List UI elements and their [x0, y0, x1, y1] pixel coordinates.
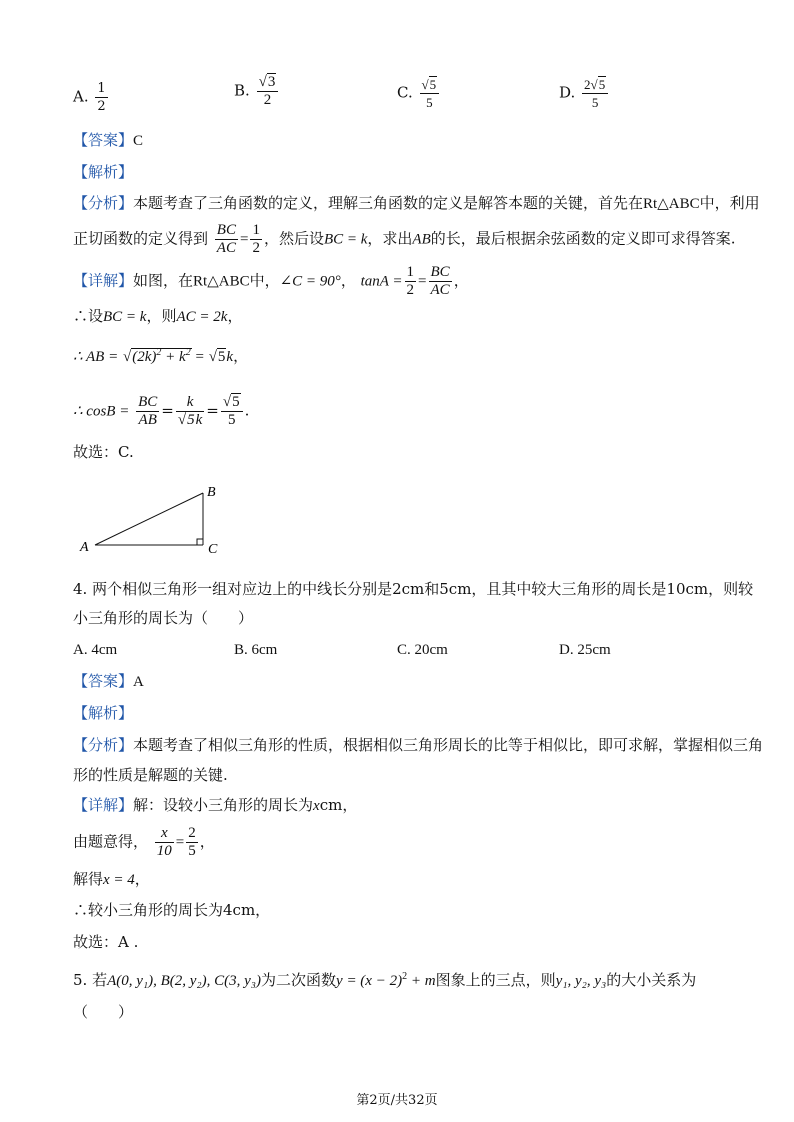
- page-footer: 第2页/共32页: [356, 1093, 438, 1108]
- q3-option-b: B. $\frac{√3}{2}$: [234, 74, 280, 109]
- q3-xiangjie-line1: 【详解】如图，在Rt△ABC中，∠C = 90°， tanA = $\frac{1}{2}$ = $\frac{BC}{AC}$ ，: [73, 264, 469, 298]
- q4-question-line2: 小三角形的周长为（ ）: [73, 609, 254, 627]
- q3-option-d: D. $\frac{2√5}{5}$: [559, 76, 610, 111]
- q4-xiangjie-line3: 解得x = 4，: [73, 870, 150, 888]
- q3-fenxi-line1: 【分析】本题考查了三角函数的定义，理解三角函数的定义是解答本题的关键，首先在Rt△ABC中，利用: [73, 194, 760, 212]
- q4-option-c: C. 20cm: [397, 642, 448, 658]
- q4-xiangjie-line4: ∴较小三角形的周长为4cm，: [73, 901, 271, 919]
- q4-choose: 故选：A .: [73, 933, 139, 951]
- triangle-figure: [75, 478, 235, 563]
- q4-xiangjie-line2: 由题意得， $\frac{x}{10}$ = $\frac{2}{5}$ ，: [73, 825, 215, 859]
- q4-answer: 【答案】A: [73, 672, 144, 690]
- q4-analysis-heading: 【解析】: [73, 704, 134, 722]
- side-ab: [95, 493, 203, 545]
- q3-option-c: C. $\frac{√5}{5}$: [397, 76, 441, 111]
- q5-question-line2: （ ）: [73, 1003, 134, 1021]
- label-b: B: [207, 485, 216, 500]
- q3-answer: 【答案】C: [73, 131, 144, 149]
- q4-fenxi-line1: 【分析】本题考查了相似三角形的性质，根据相似三角形周长的比等于相似比，即可求解，掌握相似三角: [73, 736, 764, 754]
- q3-option-a: A. $\frac{1}{2}$: [73, 81, 106, 114]
- label-c: C: [208, 542, 218, 557]
- q5-question-line1: 5. 若A(0, y₁), B(2, y₂), C(3, y₃)为二次函数$y = (x - 2)^2 + m$图象上的三点，则y₁, y₂, y₃的大小关系为: [73, 971, 697, 989]
- q4-question-line1: 4. 两个相似三角形一组对应边上的中线长分别是2cm和5cm，且其中较大三角形的周长是10cm，则较: [73, 580, 754, 598]
- q4-option-a: A. 4cm: [73, 642, 118, 658]
- q3-analysis-heading: 【解析】: [73, 163, 134, 181]
- q3-line4: ∴ cosB = $\frac{BC}{AB}$ = $\frac{k}{√5k}$ = $\frac{√5}{5}$ .: [73, 394, 250, 428]
- q4-option-d: D. 25cm: [559, 642, 611, 658]
- q3-line3: ∴ AB = $√(2k)^2 + k^2 = √5k$，: [73, 347, 249, 365]
- q4-xiangjie-line1: 【详解】解：设较小三角形的周长为xcm，: [73, 796, 358, 814]
- q3-choose: 故选：C.: [73, 443, 134, 461]
- q4-fenxi-line2: 形的性质是解题的关键.: [73, 766, 228, 784]
- label-a: A: [80, 540, 89, 555]
- q4-option-b: B. 6cm: [234, 642, 278, 658]
- q3-fenxi-line2: 正切函数的定义得到 $\frac{BC}{AC}$ = $\frac{1}{2}$ ，然后设BC = k，求出AB的长，最后根据余弦函数的定义即可求得答案.: [73, 222, 736, 256]
- q3-line2: ∴设BC = k，则AC = 2k，: [73, 307, 243, 325]
- right-angle-mark: [197, 539, 203, 545]
